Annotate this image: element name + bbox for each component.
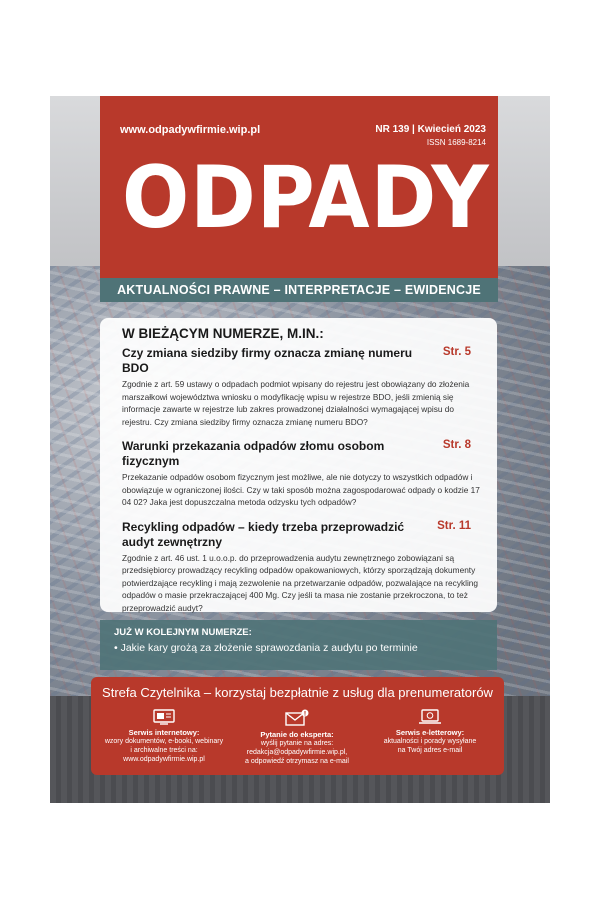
article-title: Recykling odpadów – kiedy trzeba przeprowadzić audyt zewnętrzny (122, 519, 405, 549)
next-issue-box (100, 620, 497, 670)
reader-zone-expert (232, 709, 362, 766)
reader-zone-eletter (365, 709, 495, 755)
article-title: Czy zmiana siedziby firmy oznacza zmianę numeru BDO (122, 346, 413, 375)
reader-zone-eletter-line: na Twój adres e-mail (397, 747, 463, 754)
issue-number: NR 139 | Kwiecień 2023 (375, 124, 486, 135)
reader-zone-expert-line: a odpowiedź otrzymasz na e-mail (245, 758, 349, 765)
reader-zone (91, 677, 504, 775)
article-page: Str. 11 (437, 519, 471, 532)
magazine-cover (50, 96, 550, 803)
article-title: Warunki przekazania odpadów złomu osobom fizycznym (122, 439, 385, 468)
reader-zone-website-line: wzory dokumentów, e-booki, webinary (104, 738, 224, 745)
laptop-mail-icon (418, 709, 442, 725)
reader-zone-website-link[interactable]: www.odpadywfirmie.wip.pl (123, 756, 205, 763)
reader-zone-website-label: Serwis internetowy: (128, 728, 200, 737)
reader-zone-eletter-label: Serwis e-letterowy: (395, 728, 465, 737)
reader-zone-title: Strefa Czytelnika – korzystaj bezpłatnie z usług dla prenumeratorów (102, 685, 493, 700)
masthead (100, 96, 498, 278)
next-issue-item: • Jakie kary grożą za złożenie sprawozdania z audytu po terminie (114, 642, 418, 654)
article-item (122, 520, 485, 615)
magazine-title: ODPADY (122, 148, 490, 248)
article-summary: Zgodnie z art. 46 ust. 1 u.o.o.p. do przeprowadzenia audytu zewnętrznego zobowiązani są przedsiębiorcy prowadzący recykling odpadów opakowaniowych, którzy sporządzają dokumenty potwierdzające recykling i mają zezwolenie na przetwarzanie odpadów, pozwalające na recykling odpadów o masie przekraczającej 400 Mg. Czy jeśli ta masa nie zostanie przekroczona, to też przeprowadzić audyt? (122, 552, 479, 613)
article-item (122, 439, 485, 509)
website-url[interactable]: www.odpadywfirmie.wip.pl (120, 124, 261, 136)
article-item (122, 346, 485, 428)
reader-zone-expert-email[interactable]: redakcja@odpadywfirmie.wip.pl, (246, 749, 348, 756)
reader-zone-website (99, 709, 229, 764)
reader-zone-eletter-line: aktualności i porady wysyłane (383, 738, 477, 745)
article-page: Str. 8 (442, 439, 471, 451)
reader-zone-expert-label: Pytanie do eksperta: (260, 730, 334, 739)
issn: ISSN 1689-8214 (426, 138, 486, 147)
screen-icon (153, 709, 175, 725)
contents-panel (100, 318, 497, 612)
article-summary: Przekazanie odpadów osobom fizycznym jest możliwe, ale nie dotyczy to wszystkich odpadów i obowiązuje w ograniczonej ilości. Czy w taki sposób można zagospodarować odpady o kodzie 17 04 02? Jaka jest dopuszczalna metoda odzysku tych odpadów? (122, 472, 480, 507)
article-page: Str. 5 (442, 346, 471, 358)
article-summary: Zgodnie z art. 59 ustawy o odpadach podmiot wpisany do rejestru jest obowiązany do złożenia marszałkowi województwa wniosku o modyfikację wpisu w rejestrze BDO, jeśli zmienią się informacje zawarte w rejestrze lub zakres prowadzonej działalności wymagającej wpisu do rejestru. Czy zmiana siedziby firmy oznacza zmianę numeru BDO? (122, 379, 470, 427)
reader-zone-expert-line: wyślij pytanie na adres: (260, 740, 334, 747)
tagline: AKTUALNOŚCI PRAWNE – INTERPRETACJE – EWIDENCJE (100, 278, 498, 302)
svg-text:!: ! (303, 710, 307, 718)
envelope-icon (284, 709, 310, 727)
next-issue-heading: JUŻ W KOLEJNYM NUMERZE: (114, 627, 252, 638)
contents-heading: W BIEŻĄCYM NUMERZE, M.IN.: (122, 326, 324, 341)
reader-zone-website-line: i archiwalne treści na: (130, 747, 198, 754)
